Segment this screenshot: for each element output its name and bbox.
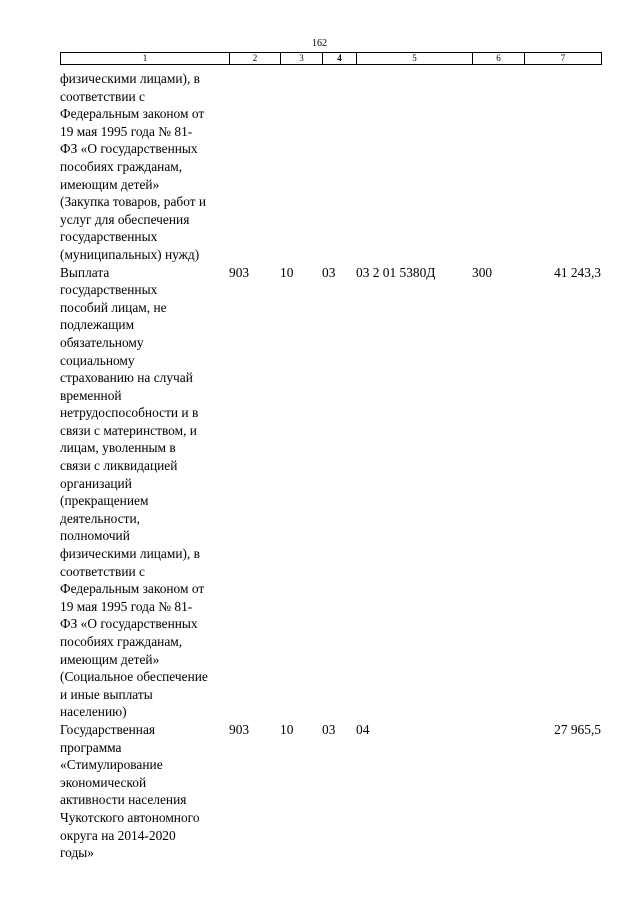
description-line: временной xyxy=(60,387,122,403)
description-line: экономической xyxy=(60,774,147,790)
column-header-3: 3 xyxy=(281,53,323,65)
page-number: 162 xyxy=(312,38,327,49)
description-line: активности населения xyxy=(60,792,187,808)
row-cell-c2: 903 xyxy=(229,264,250,280)
row-cell-c7: 27 965,5 xyxy=(554,721,601,737)
description-line: организаций xyxy=(60,475,132,491)
table-row xyxy=(60,264,601,721)
description-line: обязательному xyxy=(60,334,144,350)
row-cell-c3: 10 xyxy=(280,721,294,737)
description-line: пособий лицам, не xyxy=(60,299,167,315)
column-header-5: 5 xyxy=(357,53,473,65)
description-line: государственных xyxy=(60,282,158,298)
description-line: (Социальное обеспечение xyxy=(60,669,208,685)
description-line: физическими лицами), в xyxy=(60,546,200,562)
row-description xyxy=(60,721,230,862)
row-cell-c5: 04 xyxy=(356,721,370,737)
description-line: Выплата xyxy=(60,264,110,280)
description-line: лицам, уволенным в xyxy=(60,440,176,456)
column-header-7: 7 xyxy=(525,53,602,65)
column-header-2: 2 xyxy=(230,53,281,65)
row-cell-c4: 03 xyxy=(322,721,336,737)
description-line: пособиях гражданам, xyxy=(60,158,183,174)
row-cell-c5: 03 2 01 5380Д xyxy=(356,264,436,280)
description-line: подлежащим xyxy=(60,317,135,333)
column-header-6: 6 xyxy=(473,53,525,65)
description-line: соответствии с xyxy=(60,88,145,104)
description-line: имеющим детей» xyxy=(60,176,160,192)
description-line: Федеральным законом от xyxy=(60,106,205,122)
table-row xyxy=(60,70,601,264)
column-header-table xyxy=(60,52,602,65)
description-line: «Стимулирование xyxy=(60,757,163,773)
row-description xyxy=(60,70,230,264)
description-line: пособиях гражданам, xyxy=(60,634,183,649)
description-line: услуг для обеспечения xyxy=(60,211,190,227)
description-line: связи с материнством, и xyxy=(60,422,197,438)
description-line: соответствии с xyxy=(60,563,145,579)
row-cell-c7: 41 243,3 xyxy=(554,264,601,280)
description-line: Чукотского автономного xyxy=(60,809,200,825)
description-line: Федеральным законом от xyxy=(60,581,205,597)
row-cell-c3: 10 xyxy=(280,264,294,280)
description-line: нетрудоспособности и в xyxy=(60,405,199,421)
row-cell-c6: 300 xyxy=(472,264,493,280)
description-line: программа xyxy=(60,739,122,755)
description-line: (прекращением xyxy=(60,493,149,509)
row-description xyxy=(60,264,230,721)
description-line: Государственная xyxy=(60,721,156,737)
description-line: физическими лицами), в xyxy=(60,71,200,86)
description-line: годы» xyxy=(60,845,94,861)
description-line: ФЗ «О государственных xyxy=(60,141,198,157)
row-cell-c4: 03 xyxy=(322,264,336,280)
description-line: и иные выплаты xyxy=(60,686,153,702)
description-line: округа на 2014-2020 xyxy=(60,827,176,843)
description-line: имеющим детей» xyxy=(60,651,160,667)
description-line: государственных xyxy=(60,229,158,245)
description-line: 19 мая 1995 года № 81- xyxy=(60,123,193,139)
description-line: социальному xyxy=(60,352,135,368)
description-line: (Закупка товаров, работ и xyxy=(60,194,207,210)
table-row xyxy=(60,721,601,862)
column-header-1: 1 xyxy=(61,53,230,65)
description-line: страхованию на случай xyxy=(60,370,193,386)
description-line: (муниципальных) нужд) xyxy=(60,246,200,262)
table-body xyxy=(60,70,601,862)
description-line: 19 мая 1995 года № 81- xyxy=(60,598,193,614)
column-header-row xyxy=(61,53,602,65)
description-line: населению) xyxy=(60,704,127,720)
row-cell-c2: 903 xyxy=(229,721,250,737)
description-line: ФЗ «О государственных xyxy=(60,616,198,632)
description-line: полномочий xyxy=(60,528,130,544)
column-header-4: 4 xyxy=(323,53,357,65)
description-line: деятельности, xyxy=(60,510,141,526)
description-line: связи с ликвидацией xyxy=(60,458,178,474)
